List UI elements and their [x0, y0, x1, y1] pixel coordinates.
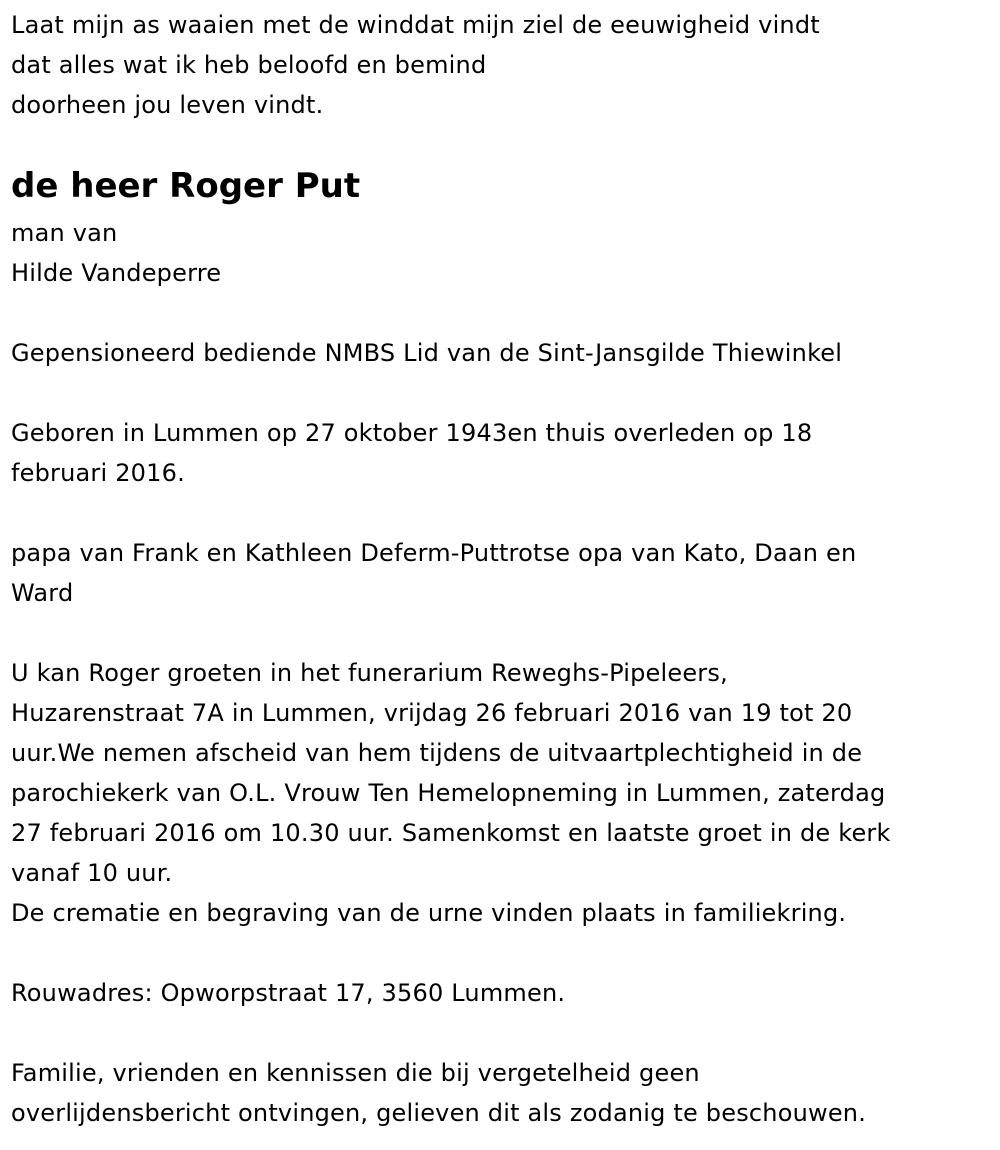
birth-death-line-2: februari 2016.: [11, 459, 185, 487]
ceremony-line-2: Huzarenstraat 7A in Lummen, vrijdag 26 februari 2016 van 19 tot 20: [11, 699, 853, 727]
ceremony-line-6: vanaf 10 uur.: [11, 859, 173, 887]
spouse-name: Hilde Vandeperre: [11, 259, 222, 287]
deceased-name: de heer Roger Put: [11, 166, 361, 206]
ceremony-line-5: 27 februari 2016 om 10.30 uur. Samenkomst en laatste groet in de kerk: [11, 819, 891, 847]
relation-text: man van: [11, 219, 118, 247]
poem-line-3: doorheen jou leven vindt.: [11, 91, 324, 119]
ceremony-line-3: uur.We nemen afscheid van hem tijdens de uitvaartplechtigheid in de: [11, 739, 863, 767]
ceremony-line-4: parochiekerk van O.L. Vrouw Ten Hemelopneming in Lummen, zaterdag: [11, 779, 886, 807]
poem-line-2: dat alles wat ik heb beloofd en bemind: [11, 51, 487, 79]
family-line-2: Ward: [11, 579, 74, 607]
family-line-1: papa van Frank en Kathleen Deferm-Puttrotse opa van Kato, Daan en: [11, 539, 857, 567]
address-text: Rouwadres: Opworpstraat 17, 3560 Lummen.: [11, 979, 566, 1007]
occupation-text: Gepensioneerd bediende NMBS Lid van de Sint-Jansgilde Thiewinkel: [11, 339, 843, 367]
ceremony-line-1: U kan Roger groeten in het funerarium Reweghs-Pipeleers,: [11, 659, 728, 687]
ceremony-line-7: De crematie en begraving van de urne vinden plaats in familiekring.: [11, 899, 847, 927]
birth-death-line-1: Geboren in Lummen op 27 oktober 1943en thuis overleden op 18: [11, 419, 813, 447]
poem-line-1: Laat mijn as waaien met de winddat mijn ziel de eeuwigheid vindt: [11, 11, 820, 39]
closing-line-2: overlijdensbericht ontvingen, gelieven dit als zodanig te beschouwen.: [11, 1099, 867, 1127]
closing-line-1: Familie, vrienden en kennissen die bij vergetelheid geen: [11, 1059, 700, 1087]
